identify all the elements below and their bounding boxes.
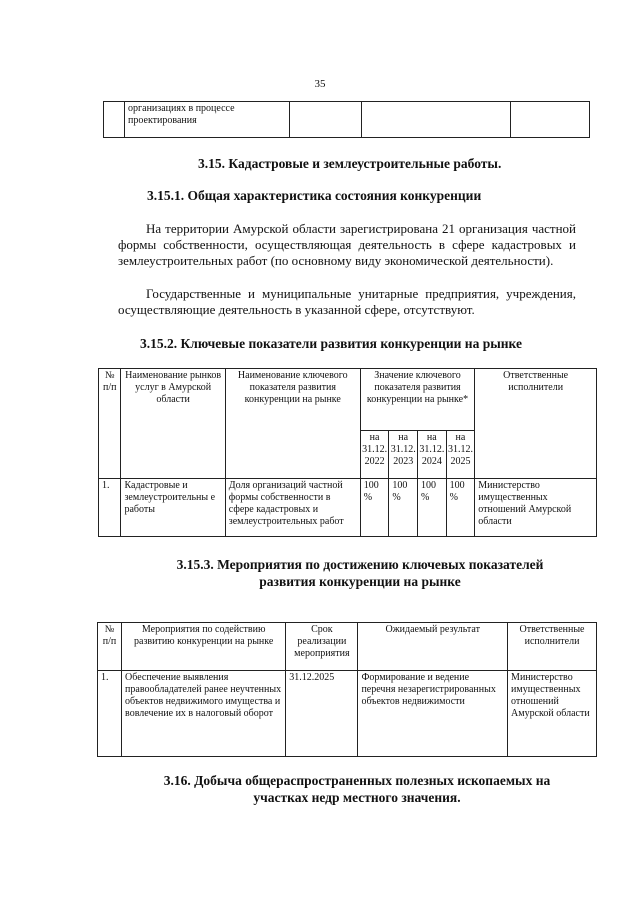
- header-indicator: Наименование ключевого показателя развития конкуренции на рынке: [225, 369, 360, 479]
- paragraph-unitary-enterprises: Государственные и муниципальные унитарные предприятия, учреждения, осуществляющие деятельность в указанной сфере, отсутствуют.: [118, 286, 576, 317]
- year-cell: на 31.12. 2022: [360, 431, 389, 479]
- section-3-15-3-title-line2: развития конкуренции на рынке: [259, 574, 461, 589]
- measures-row-num: 1.: [98, 671, 122, 757]
- header-market: Наименование рынков услуг в Амурской области: [121, 369, 225, 479]
- measures-header-responsible: Ответственные исполнители: [508, 623, 597, 671]
- paragraph-organizations: На территории Амурской области зарегистрирована 21 организация частной формы собственности, осуществляющая деятельность в сфере кадастровых и землеустроительных работ (по основному виду экономической деятельности).: [118, 221, 576, 268]
- section-3-15-title: 3.15. Кадастровые и землеустроительные работы.: [198, 156, 502, 171]
- row-value: 100 %: [360, 479, 389, 537]
- row-value: 100 %: [418, 479, 447, 537]
- prev-table-cell: [361, 102, 510, 138]
- measures-row-measures: Обеспечение выявления правообладателей ранее неучтенных объектов недвижимого имущества и вовлечение их в налоговый оборот: [122, 671, 286, 757]
- prev-table-cell: [104, 102, 125, 138]
- row-indicator: Доля организаций частной формы собственности в сфере кадастровых и землеустроительных работ: [225, 479, 360, 537]
- row-market: Кадастровые и землеустроительны е работы: [121, 479, 225, 537]
- section-3-15-2-title: 3.15.2. Ключевые показатели развития конкуренции на рынке: [140, 336, 522, 351]
- measures-row-responsible: Министерство имущественных отношений Амурской области: [508, 671, 597, 757]
- measures-table: [97, 622, 597, 757]
- prev-table: [103, 101, 590, 138]
- measures-header-num: № п/п: [98, 623, 122, 671]
- measures-header-result: Ожидаемый результат: [358, 623, 508, 671]
- section-3-16-title-line1: 3.16. Добыча общераспространенных полезных ископаемых на: [163, 773, 551, 788]
- row-value: 100 %: [389, 479, 418, 537]
- year-cell: на 31.12. 2024: [418, 431, 447, 479]
- measures-header-measures: Мероприятия по содействию развитию конкуренции на рынке: [122, 623, 286, 671]
- prev-table-cell: [290, 102, 361, 138]
- section-3-16-title-line2: участках недр местного значения.: [253, 790, 461, 805]
- prev-table-cell: [510, 102, 589, 138]
- indicators-table: [98, 368, 597, 537]
- measures-row-result: Формирование и ведение перечня незарегистрированных объектов недвижимости: [358, 671, 508, 757]
- page-number: 35: [314, 78, 326, 90]
- section-3-15-3-title-line1: 3.15.3. Мероприятия по достижению ключевых показателей: [176, 557, 544, 572]
- row-responsible: Министерство имущественных отношений Амурской области: [475, 479, 597, 537]
- row-value: 100 %: [446, 479, 475, 537]
- header-num: № п/п: [99, 369, 121, 479]
- header-value: Значение ключевого показателя развития конкуренции на рынке*: [360, 369, 475, 431]
- section-3-15-1-title: 3.15.1. Общая характеристика состояния конкуренции: [147, 188, 482, 203]
- row-num: 1.: [99, 479, 121, 537]
- measures-header-deadline: Срок реализации мероприятия: [286, 623, 358, 671]
- header-responsible: Ответственные исполнители: [475, 369, 597, 479]
- prev-table-row-text: организациях в процессе проектирования: [125, 102, 290, 138]
- year-cell: на 31.12. 2023: [389, 431, 418, 479]
- year-cell: на 31.12. 2025: [446, 431, 475, 479]
- measures-row-deadline: 31.12.2025: [286, 671, 358, 757]
